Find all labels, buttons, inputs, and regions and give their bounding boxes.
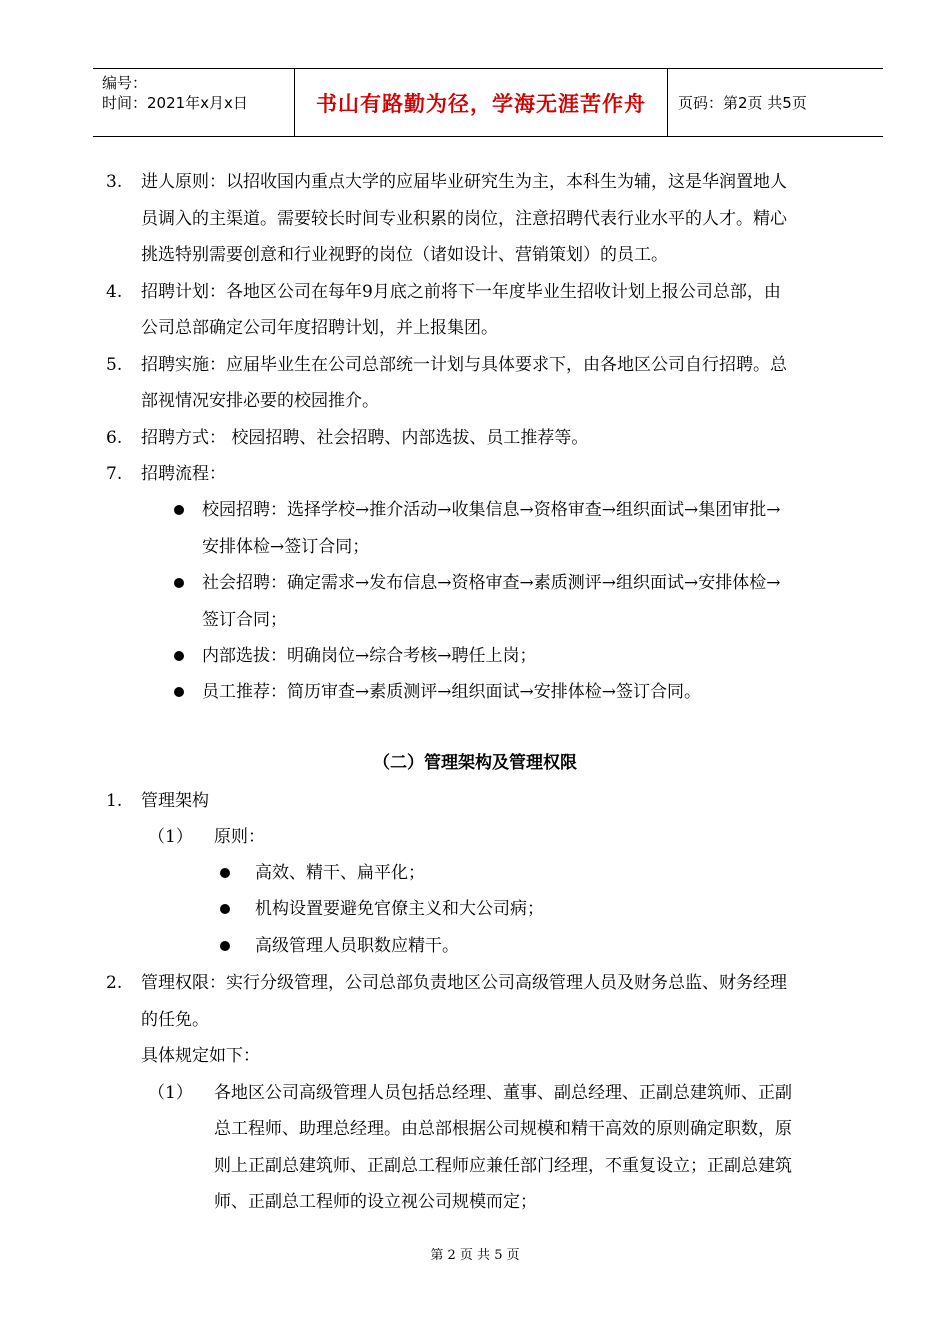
bullet-icon <box>174 687 184 697</box>
flow-text-line: 签订合同； <box>202 610 287 630</box>
item-text-line: 员调入的主渠道。需要较长时间专业积累的岗位，注意招聘代表行业水平的人才。精心 <box>141 209 787 229</box>
sub-item-title: 原则： <box>214 827 265 847</box>
item-number: 5. <box>106 355 123 375</box>
item-text-line: 管理权限：实行分级管理，公司总部负责地区公司高级管理人员及财务总监、财务经理 <box>141 973 787 993</box>
item-text-line: 的任免。 <box>141 1010 209 1030</box>
flow-text-line: 内部选拔：明确岗位→综合考核→聘任上岗； <box>202 646 537 666</box>
detail-text-line: 各地区公司高级管理人员包括总经理、董事、副总经理、正副总建筑师、正副 <box>214 1083 792 1103</box>
item-text-line: 挑选特别需要创意和行业视野的岗位（诸如设计、营销策划）的员工。 <box>141 245 668 265</box>
principle-text: 高级管理人员职数应精干。 <box>255 936 459 956</box>
page-header <box>93 68 883 137</box>
item-number: 4. <box>106 282 123 302</box>
header-meta <box>102 73 248 113</box>
item-number: 7. <box>106 464 123 484</box>
item-text-line: 招聘实施：应届毕业生在公司总部统一计划与具体要求下，由各地区公司自行招聘。总 <box>141 355 787 375</box>
item-number: 1. <box>106 791 123 811</box>
bullet-icon <box>220 868 230 878</box>
sub-item-number: （1） <box>148 827 193 847</box>
section-title: （二）管理架构及管理权限 <box>373 753 577 773</box>
sub-item-number: （1） <box>148 1083 193 1103</box>
principle-text: 机构设置要避免官僚主义和大公司病； <box>255 899 544 919</box>
document-time-label: 时间：2021年x月x日 <box>102 94 248 112</box>
item-text-line: 进人原则：以招收国内重点大学的应届毕业研究生为主，本科生为辅，这是华润置地人 <box>141 172 787 192</box>
item-text-line: 部视情况安排必要的校园推介。 <box>141 391 379 411</box>
item-text-line: 公司总部确定公司年度招聘计划，并上报集团。 <box>141 318 498 338</box>
item-number: 3. <box>106 172 123 192</box>
page-footer: 第 2 页 共 5 页 <box>430 1248 520 1263</box>
flow-text-line: 社会招聘：确定需求→发布信息→资格审查→素质测评→组织面试→安排体检→ <box>202 573 781 593</box>
item-text-line: 招聘流程： <box>141 464 226 484</box>
header-page-info: 页码：第2页 共5页 <box>678 94 807 112</box>
principle-text: 高效、精干、扁平化； <box>255 863 425 883</box>
item-text-line: 管理架构 <box>141 791 209 811</box>
detail-text-line: 则上正副总建筑师、正副总工程师应兼任部门经理，不重复设立；正副总建筑 <box>214 1156 792 1176</box>
document-number-label: 编号： <box>102 74 148 92</box>
item-number: 6. <box>106 428 123 448</box>
flow-text-line: 安排体检→签订合同； <box>202 537 370 557</box>
bullet-icon <box>220 904 230 914</box>
header-divider <box>667 69 668 136</box>
item-text-line: 招聘方式： 校园招聘、社会招聘、内部选拔、员工推荐等。 <box>141 428 589 448</box>
flow-text-line: 员工推荐：简历审查→素质测评→组织面试→安排体检→签订合同。 <box>202 682 701 702</box>
bullet-icon <box>174 651 184 661</box>
item-text-line: 招聘计划：各地区公司在每年9月底之前将下一年度毕业生招收计划上报公司总部，由 <box>141 282 781 302</box>
bullet-icon <box>220 941 230 951</box>
flow-text-line: 校园招聘：选择学校→推介活动→收集信息→资格审查→组织面试→集团审批→ <box>202 500 781 520</box>
detail-intro: 具体规定如下： <box>141 1046 260 1066</box>
bullet-icon <box>174 578 184 588</box>
detail-text-line: 总工程师、助理总经理。由总部根据公司规模和精干高效的原则确定职数，原 <box>214 1119 792 1139</box>
detail-text-line: 师、正副总工程师的设立视公司规模而定； <box>214 1192 537 1212</box>
bullet-icon <box>174 505 184 515</box>
header-motto: 书山有路勤为径，学海无涯苦作舟 <box>316 91 646 116</box>
item-number: 2. <box>106 973 123 993</box>
